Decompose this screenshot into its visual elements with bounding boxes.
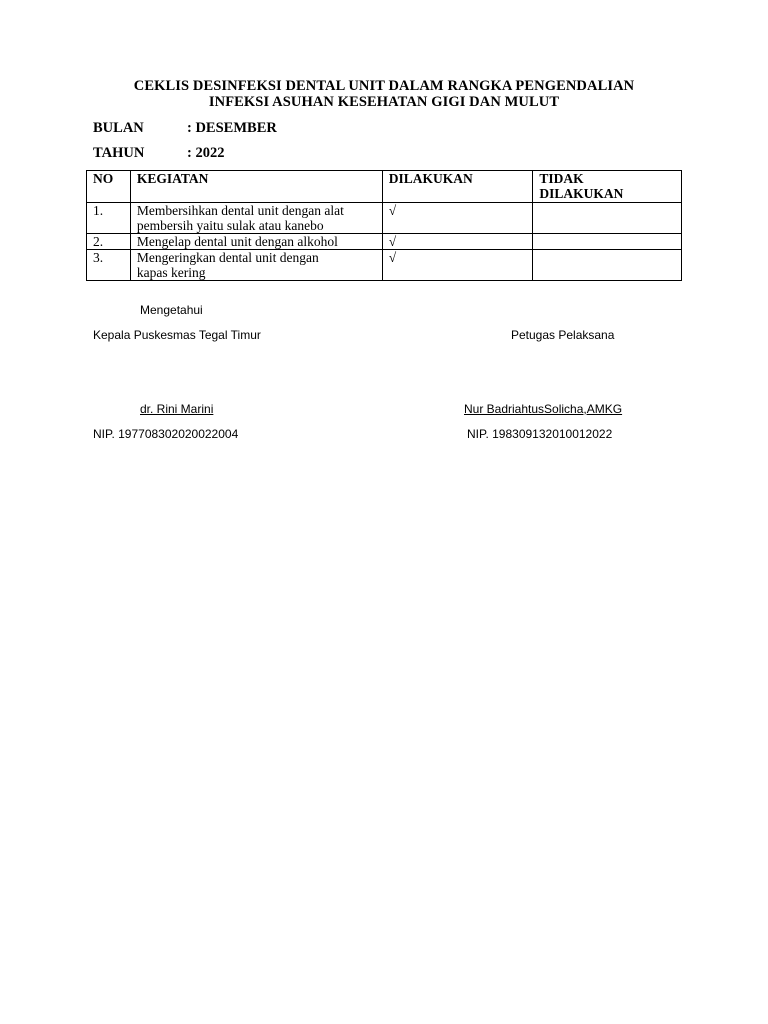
- table-header-row: [87, 171, 682, 203]
- row-dilakukan-checkmark: √: [382, 250, 533, 281]
- right-signatory-role: Petugas Pelaksana: [511, 328, 615, 342]
- right-signatory-nip: NIP. 198309132010012022: [467, 427, 613, 441]
- row-kegiatan: [130, 250, 382, 281]
- kegiatan-line-1: Membersihkan dental unit dengan alat: [136, 203, 344, 218]
- left-signatory-nip: NIP. 197708302020022004: [93, 427, 239, 441]
- row-kegiatan: [130, 203, 382, 234]
- row-tidak-dilakukan: [533, 203, 682, 234]
- kegiatan-line-2: pembersih yaitu sulak atau kanebo: [136, 218, 324, 233]
- document-title: [60, 78, 708, 110]
- title-line-2: INFEKSI ASUHAN KESEHATAN GIGI DAN MULUT: [208, 94, 560, 110]
- right-signatory-name: Nur BadriahtusSolicha,AMKG: [464, 402, 623, 416]
- row-no: 3.: [87, 250, 131, 281]
- header-kegiatan: KEGIATAN: [130, 171, 382, 203]
- row-no: 2.: [87, 234, 131, 250]
- table-row: [87, 250, 682, 281]
- mengetahui-label: Mengetahui: [140, 303, 203, 317]
- header-tidak-line-2: DILAKUKAN: [539, 186, 624, 201]
- header-no: NO: [87, 171, 131, 203]
- table-row: [87, 234, 682, 250]
- left-signatory-role: Kepala Puskesmas Tegal Timur: [93, 328, 261, 342]
- row-kegiatan: [130, 234, 382, 250]
- kegiatan-line-2: kapas kering: [136, 265, 206, 280]
- row-dilakukan-checkmark: √: [382, 203, 533, 234]
- tahun-label: TAHUN: [93, 145, 145, 161]
- row-tidak-dilakukan: [533, 234, 682, 250]
- checklist-table: [86, 170, 682, 281]
- title-line-1: CEKLIS DESINFEKSI DENTAL UNIT DALAM RANGKA PENGENDALIAN: [133, 78, 635, 94]
- tahun-row: [93, 145, 224, 162]
- kegiatan-line-1: Mengeringkan dental unit dengan: [136, 250, 319, 265]
- header-tidak-line-1: TIDAK: [539, 171, 584, 186]
- header-dilakukan: DILAKUKAN: [382, 171, 533, 203]
- bulan-label: BULAN: [93, 120, 144, 136]
- row-dilakukan-checkmark: √: [382, 234, 533, 250]
- bulan-value: : DESEMBER: [187, 120, 277, 136]
- table-row: [87, 203, 682, 234]
- row-tidak-dilakukan: [533, 250, 682, 281]
- tahun-value: : 2022: [187, 145, 225, 161]
- row-no: 1.: [87, 203, 131, 234]
- kegiatan-line-1: Mengelap dental unit dengan alkohol: [136, 234, 338, 249]
- bulan-row: [93, 120, 277, 137]
- header-tidak-dilakukan: [533, 171, 682, 203]
- left-signatory-name: dr. Rini Marini: [140, 402, 214, 416]
